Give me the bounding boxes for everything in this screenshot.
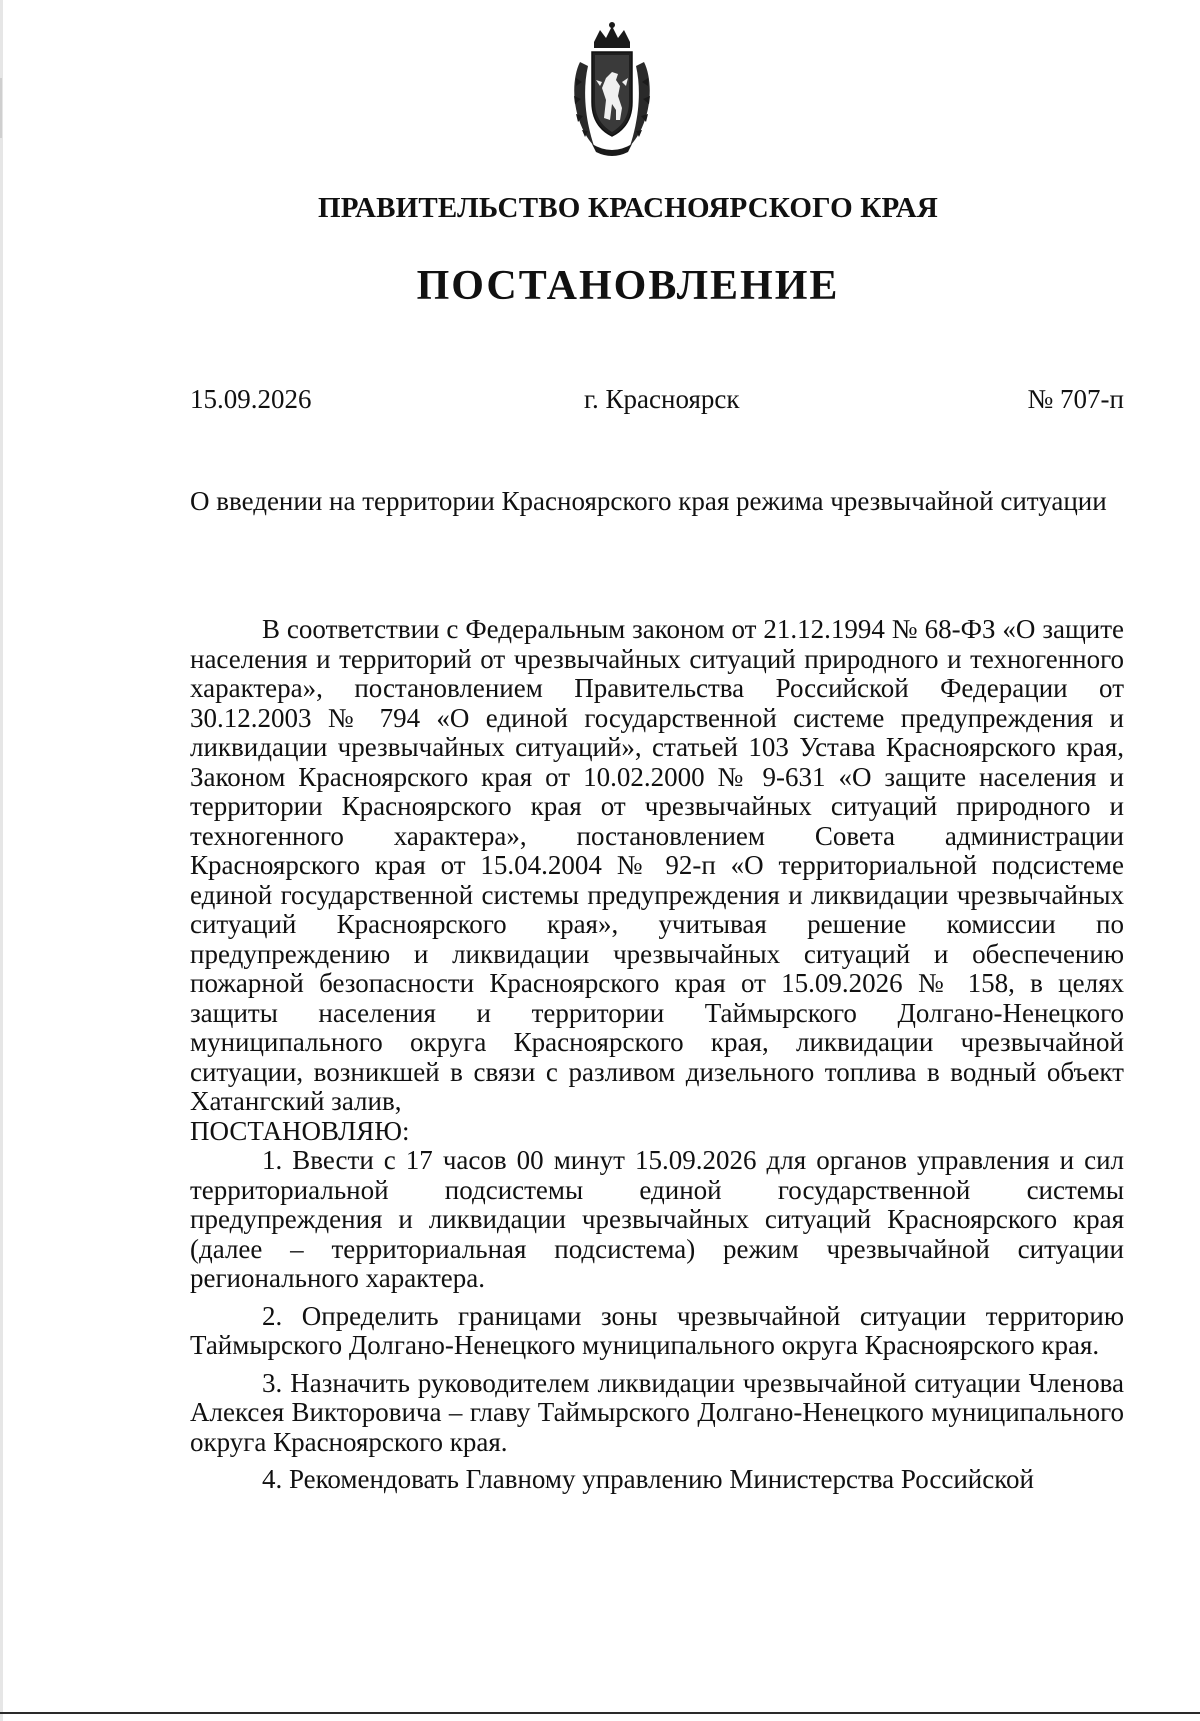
- list-item: 3. Назначить руководителем ликвидации чрезвычайной ситуации Членова Алексея Викторовича – главу Таймырского Долгано-Ненецкого муниципального округа Красноярского края.: [190, 1367, 1124, 1457]
- list-item: 1. Ввести с 17 часов 00 минут 15.09.2026 для органов управления и сил территориальной подсистемы единой государственной системы предупреждения и ликвидации чрезвычайных ситуаций Красноярского края (далее – территориальная подсистема) режим чрезвычайной ситуации регионального характера.: [190, 1145, 1124, 1293]
- list-item: 4. Рекомендовать Главному управлению Министерства Российской: [262, 1464, 1034, 1494]
- document-date: 15.09.2026: [190, 384, 312, 414]
- preamble-paragraph: В соответствии с Федеральным законом от 21.12.1994 № 68-ФЗ «О защите населения и территорий от чрезвычайных ситуаций природного и техногенного характера», постановлением Правительства Российской Федерации от 30.12.2003 № 794 «О единой государственной системе предупреждения и ликвидации чрезвычайных ситуаций», статьей 103 Устава Красноярского края, Законом Красноярского края от 10.02.2000 № 9-631 «О защите населения и территории Красноярского края от чрезвычайных ситуаций природного и техногенного характера», постановлением Совета администрации Красноярского края от 15.04.2004 № 92-п «О территориальной подсистеме единой государственной системы предупреждения и ликвидации чрезвычайных ситуаций Красноярского края», учитывая решение комиссии по предупреждению и ликвидации чрезвычайных ситуаций и обеспечению пожарной безопасности Красноярского края от 15.09.2026 № 158, в целях защиты населения и территории Таймырского Долгано-Ненецкого муниципального округа Красноярского края, ликвидации чрезвычайной ситуации, возникшей в связи с разливом дизельного топлива в водный объект Хатангский залив,: [190, 614, 1124, 1116]
- document-body: [190, 615, 1124, 1495]
- document-number: № 707-п: [1027, 384, 1124, 414]
- document-city: г. Красноярск: [584, 384, 740, 414]
- decree-word: ПОСТАНОВЛЯЮ:: [190, 1115, 410, 1146]
- list-item: 2. Определить границами зоны чрезвычайной ситуации территорию Таймырского Долгано-Ненецкого муниципального округа Красноярского края.: [190, 1300, 1124, 1360]
- government-name: ПРАВИТЕЛЬСТВО КРАСНОЯРСКОГО КРАЯ: [317, 192, 939, 224]
- document-subject: О введении на территории Красноярского края режима чрезвычайной ситуации: [190, 486, 1107, 516]
- coat-of-arms-icon: [566, 22, 658, 160]
- scan-edge-bottom: [0, 1712, 1200, 1714]
- scan-mark: [0, 78, 2, 138]
- document-type: ПОСТАНОВЛЕНИЕ: [416, 263, 840, 309]
- scan-edge: [0, 0, 3, 1721]
